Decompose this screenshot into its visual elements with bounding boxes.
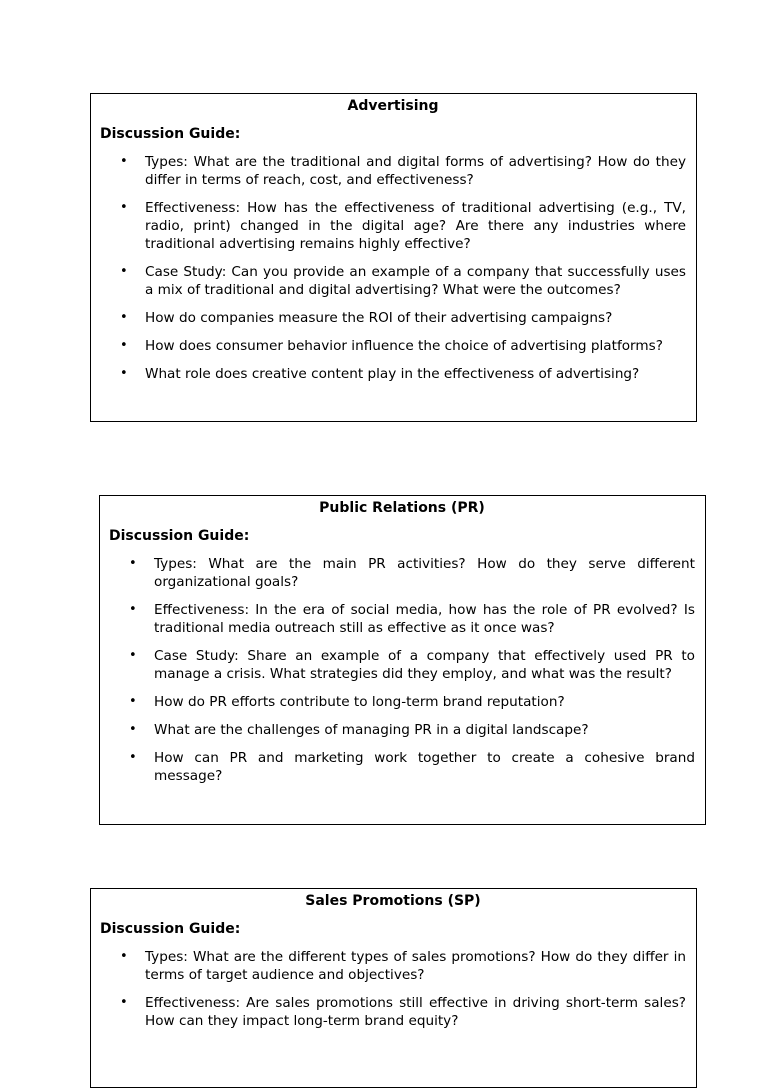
question-text: Effectiveness: How has the effectiveness of traditional advertising (e.g., TV, radio, print) changed in the digital age? Are there any industries where traditional advertising remains highly effective? bbox=[145, 200, 686, 252]
question-text: What are the challenges of managing PR in a digital landscape? bbox=[154, 722, 589, 738]
list-item bbox=[109, 693, 695, 711]
question-text: What role does creative content play in the effectiveness of advertising? bbox=[145, 366, 640, 382]
list-item bbox=[109, 555, 695, 591]
bullet-icon: • bbox=[120, 949, 128, 964]
discussion-guide-label: Discussion Guide: bbox=[100, 126, 241, 142]
bullet-icon: • bbox=[129, 556, 137, 571]
question-text: How do companies measure the ROI of their advertising campaigns? bbox=[145, 310, 613, 326]
bullet-icon: • bbox=[129, 602, 137, 617]
question-text: Case Study: Share an example of a company that effectively used PR to manage a crisis. What strategies did they employ, and what was the result? bbox=[154, 648, 695, 682]
discussion-guide-label: Discussion Guide: bbox=[109, 528, 250, 544]
bullet-icon: • bbox=[129, 750, 137, 765]
bullet-icon: • bbox=[129, 694, 137, 709]
bullet-icon: • bbox=[120, 264, 128, 279]
question-text: Types: What are the traditional and digital forms of advertising? How do they differ in terms of reach, cost, and effectiveness? bbox=[145, 154, 686, 188]
list-item bbox=[109, 647, 695, 683]
list-item bbox=[109, 601, 695, 637]
bullet-icon: • bbox=[120, 995, 128, 1010]
bullet-icon: • bbox=[129, 648, 137, 663]
list-item bbox=[100, 309, 686, 327]
question-text: Case Study: Can you provide an example of a company that successfully uses a mix of traditional and digital advertising? What were the outcomes? bbox=[145, 264, 686, 298]
list-item bbox=[100, 994, 686, 1030]
advertising-section bbox=[90, 93, 697, 422]
list-item bbox=[100, 948, 686, 984]
question-text: Effectiveness: Are sales promotions still effective in driving short-term sales? How can they impact long-term brand equity? bbox=[145, 995, 686, 1029]
bullet-icon: • bbox=[120, 310, 128, 325]
list-item bbox=[109, 721, 695, 739]
bullet-icon: • bbox=[120, 154, 128, 169]
question-text: Types: What are the main PR activities? How do they serve different organizational goals? bbox=[154, 556, 695, 590]
question-list bbox=[109, 555, 695, 785]
bullet-icon: • bbox=[120, 338, 128, 353]
question-text: How do PR efforts contribute to long-term brand reputation? bbox=[154, 694, 565, 710]
discussion-guide-label: Discussion Guide: bbox=[100, 921, 241, 937]
question-text: How does consumer behavior influence the choice of advertising platforms? bbox=[145, 338, 663, 354]
bullet-icon: • bbox=[129, 722, 137, 737]
list-item bbox=[100, 199, 686, 253]
sales-promotions-section bbox=[90, 888, 697, 1088]
question-text: Effectiveness: In the era of social media, how has the role of PR evolved? Is traditional media outreach still as effective as it once was? bbox=[154, 602, 695, 636]
list-item bbox=[100, 263, 686, 299]
list-item bbox=[100, 153, 686, 189]
bullet-icon: • bbox=[120, 200, 128, 215]
section-title: Public Relations (PR) bbox=[319, 500, 485, 516]
question-text: How can PR and marketing work together to create a cohesive brand message? bbox=[154, 750, 695, 784]
list-item bbox=[100, 365, 686, 383]
section-title: Sales Promotions (SP) bbox=[305, 893, 481, 909]
section-title: Advertising bbox=[347, 98, 439, 114]
question-list bbox=[100, 948, 686, 1030]
question-text: Types: What are the different types of sales promotions? How do they differ in terms of target audience and objectives? bbox=[145, 949, 686, 983]
bullet-icon: • bbox=[120, 366, 128, 381]
list-item bbox=[109, 749, 695, 785]
public-relations-section bbox=[99, 495, 706, 825]
question-list bbox=[100, 153, 686, 383]
list-item bbox=[100, 337, 686, 355]
